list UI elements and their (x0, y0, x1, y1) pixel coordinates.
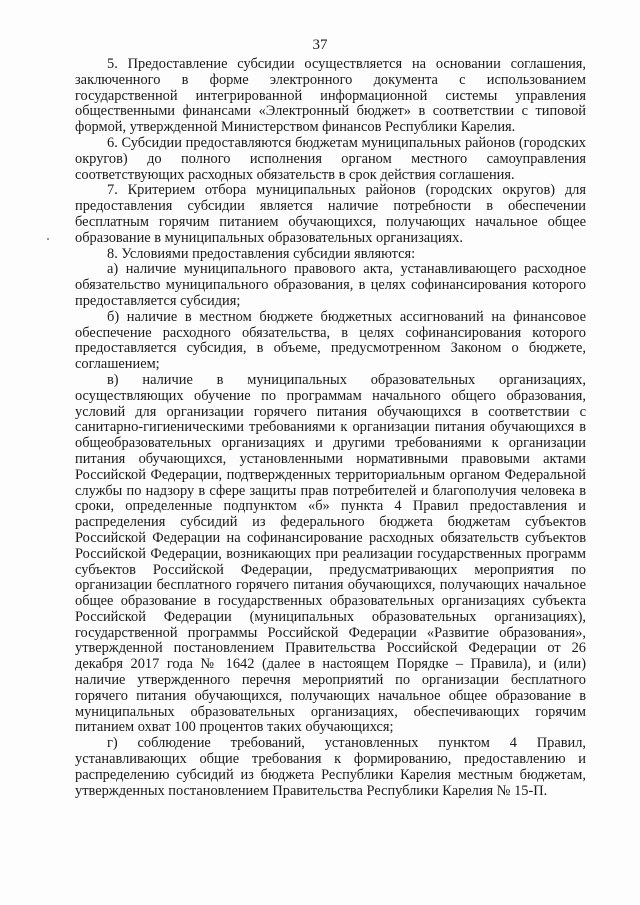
subitem-a: а) наличие муниципального правового акта, устанавливающего расходное обязательство муниципального образования, в целях софинансирования которого предоставляется субсидия; (75, 261, 586, 309)
paragraph-5: 5. Предоставление субсидии осуществляется на основании соглашения, заключенного в форме электронного документа с использованием государственной интегрированной информационной системы управления общественными финансами «Электронный бюджет» в соответствии с типовой формой, утвержденной Министерством финансов Республики Карелия. (75, 56, 586, 136)
page-number: 37 (312, 37, 328, 53)
paragraph-6: 6. Субсидии предоставляются бюджетам муниципальных районов (городских округов) до полного исполнения органом местного самоуправления соответствующих расходных обязательств в срок действия соглашения. (75, 134, 586, 183)
subitem-v: в) наличие в муниципальных образовательных организациях, осуществляющих обучение по программам начального общего образования, условий для организации горячего питания обучающихся в соответствии с санитарно-гигиеническими требованиями к организации питания обучающихся в общеобразовательных организациях и другими требованиями к организации питания обучающихся, установленными нормативными правовыми актами Российской Федерации, подтвержденных территориальным органом Федеральной службы по надзору в сфере защиты прав потребителей и благополучия человека в сроки, определенные подпунктом «б» пункта 4 Правил предоставления и распределения субсидий из федерального бюджета бюджетам субъектов Российской Федерации на софинансирование расходных обязательств субъектов Российской Федерации, возникающих при реализации государственных программ субъектов Российской Федерации, предусматривающих мероприятия по организации бесплатного горячего питания обучающихся, получающих начальное общее образование в государственных образовательных организациях субъекта Российской Федерации (муниципальных образовательных организациях), государственной программы Российской Федерации «Развитие образования», утвержденной постановлением Правительства Российской Федерации от 26 декабря 2017 года № 1642 (далее в настоящем Порядке – Правила), и (или) наличие утвержденного перечня мероприятий по организации бесплатного горячего питания обучающихся, получающих начальное общее образование в муниципальных образовательных организациях, обеспечивающих горячим питанием охват 100 процентов таких обучающихся; (75, 371, 586, 736)
paragraph-7: 7. Критерием отбора муниципальных районов (городских округов) для предоставления субсидии является наличие потребности в обеспечении бесплатным горячим питанием обучающихся, получающих начальное общее образование в муниципальных образовательных организациях. (75, 182, 586, 246)
paragraph-8: 8. Условиями предоставления субсидии являются: (107, 245, 416, 262)
subitem-g: г) соблюдение требований, установленных пунктом 4 Правил, устанавливающих общие требования к формированию, предоставлению и распределению субсидий из бюджета Республики Карелия местным бюджетам, утвержденных постановлением Правительства Республики Карелия № 15-П. (75, 735, 586, 799)
scan-speck (47, 238, 49, 240)
document-body (75, 57, 586, 799)
subitem-b: б) наличие в местном бюджете бюджетных ассигнований на финансовое обеспечение расходного обязательства, в целях софинансирования которого предоставляется субсидия, в объеме, предусмотренном Законом о бюджете, соглашением; (75, 308, 586, 373)
